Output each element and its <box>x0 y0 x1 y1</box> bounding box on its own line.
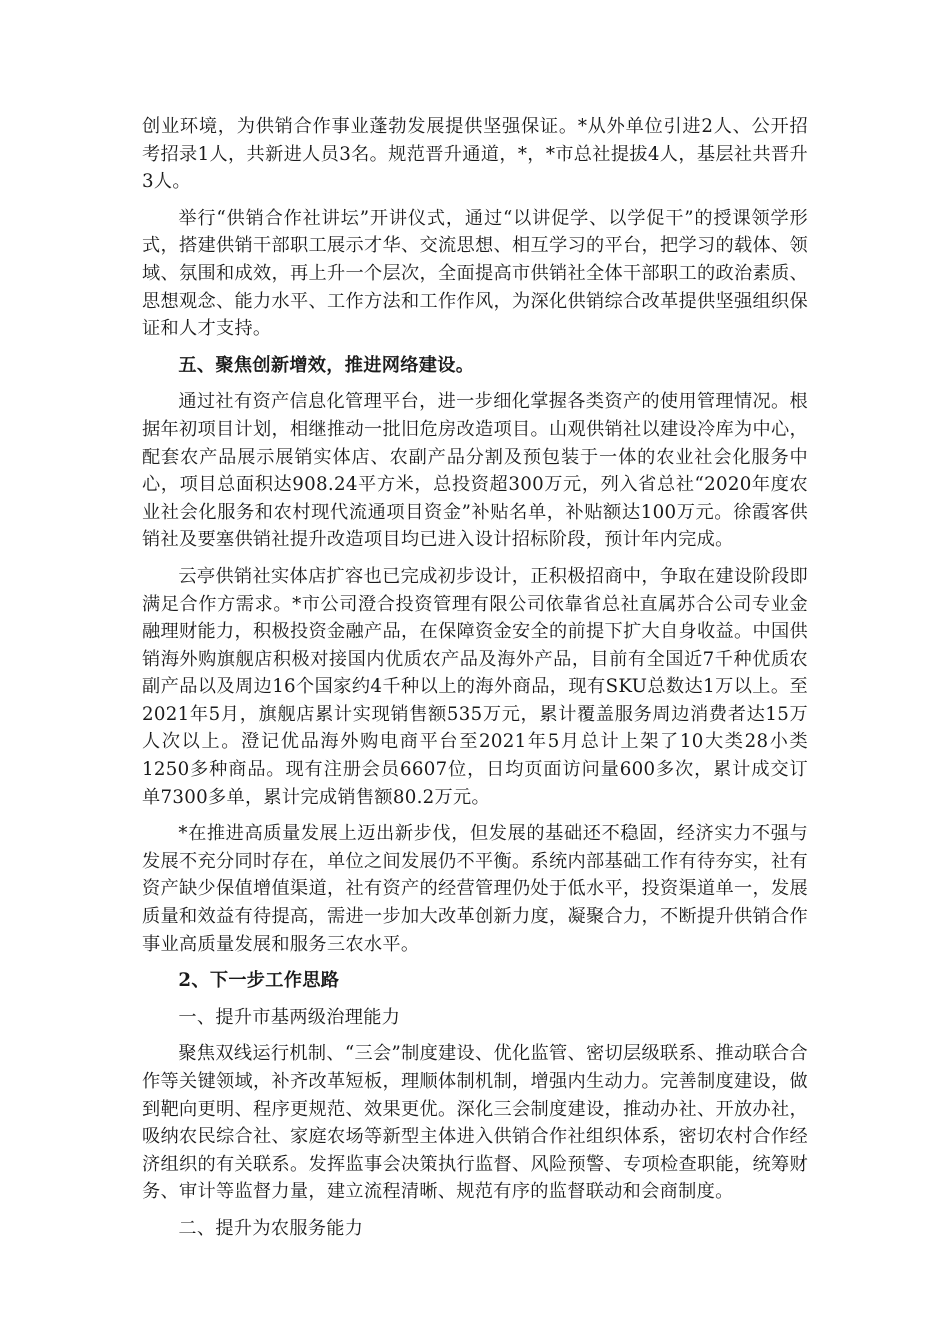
paragraph-asset-management: 通过社有资产信息化管理平台，进一步细化掌握各类资产的使用管理情况。根据年初项目计划，相继推动一批旧危房改造项目。山观供销社以建设冷库为中心，配套农产品展示展销实体店、农副产品分割及预包装于一体的农业社会化服务中心，项目总面积达908.24平方米，总投资超300万元，列入省总社“2020年度农业社会化服务和农村现代流通项目资金”补贴名单，补贴额达100万元。徐霞客供销社及要塞供销社提升改造项目均已进入设计招标阶段，预计年内完成。 <box>142 391 808 551</box>
section-heading-next-steps: 2、下一步工作思路 <box>178 970 340 992</box>
subheading-agri-service: 二、提升为农服务能力 <box>178 1217 364 1239</box>
paragraph-problems: *在推进高质量发展上迈出新步伐，但发展的基础还不稳固，经济实力不强与发展不充分同时存在，单位之间发展仍不平衡。系统内部基础工作有待夯实，社有资产缺少保值增值渠道，社有资产的经营管理仍处于低水平，投资渠道单一，发展质量和效益有待提高，需进一步加大改革创新力度，凝聚合力，不断提升供销合作事业高质量发展和服务三农水平。 <box>142 823 808 955</box>
paragraph-yunting-store: 云亭供销社实体店扩容也已完成初步设计，正积极招商中，争取在建设阶段即满足合作方需求。*市公司澄合投资管理有限公司依靠省总社直属苏合公司专业金融理财能力，积极投资金融产品，在保障资金安全的前提下扩大自身收益。中国供销海外购旗舰店积极对接国内优质农产品及海外产品，目前有全国近7千种优质农副产品以及周边16个国家约4千种以上的海外商品，现有SKU总数达1万以上。至2021年5月，旗舰店累计实现销售额535万元，累计覆盖服务周边消费者达15万人次以上。澄记优品海外购电商平台至2021年5月总计上架了10大类28小类1250多种商品。现有注册会员6607位，日均页面访问量600多次，累计成交订单7300多单，累计完成销售额80.2万元。 <box>142 565 808 808</box>
paragraph-governance: 聚焦双线运行机制、“三会”制度建设、优化监管、密切层级联系、推动联合合作等关键领域，补齐改革短板，理顺体制机制，增强内生动力。完善制度建设，做到靶向更明、程序更规范、效果更优。深化三会制度建设，推动办社、开放办社，吸纳农民综合社、家庭农场等新型主体进入供销合作社组织体系，密切农村合作经济组织的有关联系。发挥监事会决策执行监督、风险预警、专项检查职能，统筹财务、审计等监督力量，建立流程清晰、规范有序的监督联动和会商制度。 <box>142 1043 808 1203</box>
paragraph-lecture-forum: 举行“供销合作社讲坛”开讲仪式，通过“以讲促学、以学促干”的授课领学形式，搭建供销干部职工展示才华、交流思想、相互学习的平台，把学习的载体、领域、氛围和成效，再上升一个层次，全面提高市供销社全体干部职工的政治素质、思想观念、能力水平、工作方法和工作作风，为深化供销综合改革提供坚强组织保证和人才支持。 <box>142 207 808 340</box>
section-heading-five: 五、聚焦创新增效，推进网络建设。 <box>178 354 475 376</box>
subheading-governance: 一、提升市基两级治理能力 <box>178 1006 401 1028</box>
paragraph-personnel: 创业环境，为供销合作事业蓬勃发展提供坚强保证。*从外单位引进2人、公开招考招录1人，共新进人员3名。规范晋升通道，*，*市总社提拔4人，基层社共晋升3人。 <box>142 116 808 193</box>
